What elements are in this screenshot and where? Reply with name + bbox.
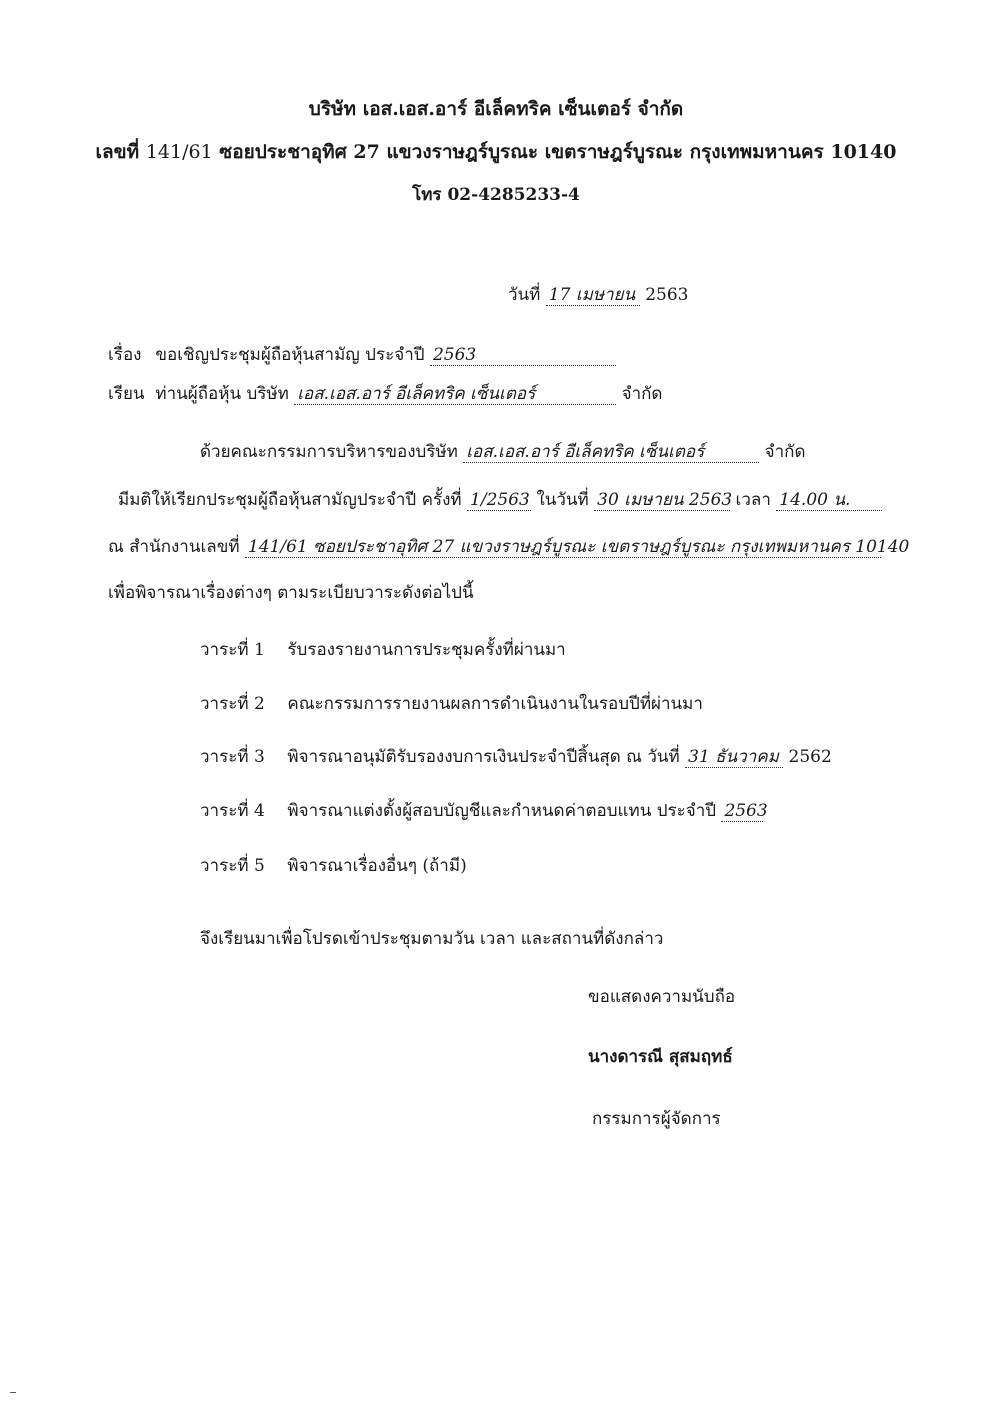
body-line-2 xyxy=(118,486,882,513)
recipient-line xyxy=(108,380,662,407)
recipient-label: เรียน xyxy=(108,384,145,404)
body-line1-prefix: ด้วยคณะกรรมการบริหารของบริษัท xyxy=(200,442,458,462)
body-line-4: เพื่อพิจารณาเรื่องต่างๆ ตามระเบียบวาระดังต่อไปนี้ xyxy=(108,583,474,603)
agenda-label: วาระที่ 3 xyxy=(200,747,265,767)
signatory-name: นางดารณี สุสมฤทธ์ xyxy=(588,1047,733,1067)
address-prefix: เลขที่ xyxy=(95,141,140,163)
agenda-item xyxy=(200,690,703,717)
subject-year: 2563 xyxy=(430,346,616,366)
agenda-label: วาระที่ 2 xyxy=(200,694,265,714)
agenda-item xyxy=(200,852,467,879)
agenda-text: พิจารณาแต่งตั้งผู้สอบบัญชีและกำหนดค่าตอบแทน ประจำปี xyxy=(287,801,717,821)
address-rest: ซอยประชาอุทิศ 27 แขวงราษฎร์บูรณะ เขตราษฎร์บูรณะ กรุงเทพมหานคร 10140 xyxy=(219,141,897,163)
date-label: วันที่ xyxy=(508,285,541,305)
company-name: บริษัท เอส.เอส.อาร์ อีเล็คทริค เซ็นเตอร์ จำกัด xyxy=(308,98,684,120)
meeting-number: 1/2563 xyxy=(467,491,531,511)
body-line-3 xyxy=(108,533,910,560)
agenda-text: คณะกรรมการรายงานผลการดำเนินงานในรอบปีที่ผ่านมา xyxy=(287,694,703,714)
recipient-text: ท่านผู้ถือหุ้น บริษัท xyxy=(155,384,289,404)
agenda-label: วาระที่ 4 xyxy=(200,801,265,821)
body-line-1 xyxy=(200,438,805,465)
recipient-suffix: จำกัด xyxy=(621,384,663,404)
agenda-item xyxy=(200,743,832,770)
meeting-time-label: เวลา xyxy=(735,490,771,510)
signatory-title: กรรมการผู้จัดการ xyxy=(592,1109,721,1129)
company-address xyxy=(0,137,992,167)
date-day: 17 xyxy=(548,285,571,305)
date-day-month xyxy=(546,286,640,306)
recipient-company: เอส.เอส.อาร์ อีเล็คทริค เซ็นเตอร์ xyxy=(294,385,616,405)
subject-line xyxy=(108,341,616,368)
agenda-item xyxy=(200,797,768,824)
body-line1-suffix: จำกัด xyxy=(764,442,806,462)
scan-mark xyxy=(10,1392,16,1393)
agenda-tail: 2562 xyxy=(788,747,832,767)
agenda-text: รับรองรายงานการประชุมครั้งที่ผ่านมา xyxy=(287,640,566,660)
agenda-label: วาระที่ 1 xyxy=(200,640,265,660)
body-line2-prefix: มีมติให้เรียกประชุมผู้ถือหุ้นสามัญประจำปี ครั้งที่ xyxy=(118,490,462,510)
agenda-label: วาระที่ 5 xyxy=(200,856,265,876)
subject-label: เรื่อง xyxy=(108,345,142,365)
meeting-venue: 141/61 ซอยประชาอุทิศ 27 แขวงราษฎร์บูรณะ เขตราษฎร์บูรณะ กรุงเทพมหานคร 10140 xyxy=(245,538,881,558)
company-phone: โทร 02-4285233-4 xyxy=(412,185,580,205)
agenda-text: พิจารณาเรื่องอื่นๆ (ถ้ามี) xyxy=(287,856,467,876)
address-number: 141/61 xyxy=(145,141,213,163)
closing-text: จึงเรียนมาเพื่อโปรดเข้าประชุมตามวัน เวลา และสถานที่ดังกล่าว xyxy=(200,929,664,949)
meeting-date: 30 เมษายน 2563 xyxy=(594,491,730,511)
agenda-text: พิจารณาอนุมัติรับรองงบการเงินประจำปีสิ้นสุด ณ วันที่ xyxy=(287,747,680,767)
subject-text: ขอเชิญประชุมผู้ถือหุ้นสามัญ ประจำปี xyxy=(155,345,425,365)
letter-date xyxy=(508,281,688,308)
agenda-item xyxy=(200,636,566,663)
meeting-time: 14.00 น. xyxy=(776,491,882,511)
body-line1-company: เอส.เอส.อาร์ อีเล็คทริค เซ็นเตอร์ xyxy=(463,443,759,463)
agenda-fill: 31 ธันวาคม xyxy=(685,748,783,768)
date-year: 2563 xyxy=(645,285,689,305)
regards-text: ขอแสดงความนับถือ xyxy=(588,987,736,1007)
body-line3-prefix: ณ สำนักงานเลขที่ xyxy=(108,537,240,557)
meeting-date-label: ในวันที่ xyxy=(536,490,589,510)
date-month: เมษายน xyxy=(575,285,636,305)
agenda-fill: 2563 xyxy=(721,802,763,822)
